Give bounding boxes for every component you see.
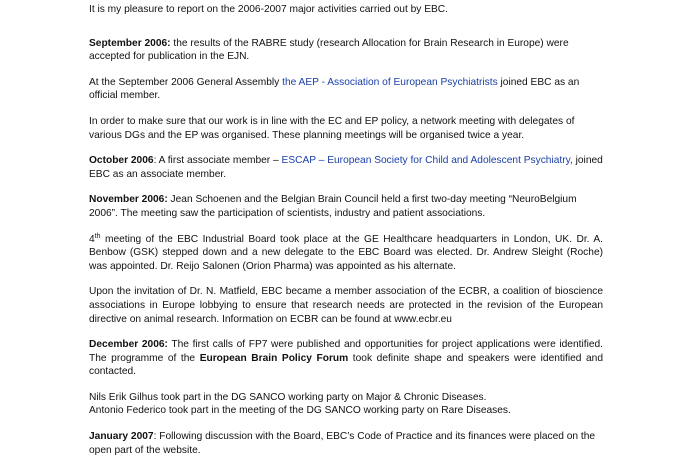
october-heading: October 2006	[89, 155, 154, 167]
december-text-post: took definite shape and speakers were identified and contacted.	[89, 352, 604, 378]
intro-paragraph: It is my pleasure to report on the 2006-2007 major activities carried out by EBC.	[89, 4, 448, 15]
december-text-pre: The first calls of FP7 were published and opportunities for project applications were identified. The programme of the	[89, 339, 603, 364]
november-text: Jean Schoenen and the Belgian Brain Council held a first two-day meeting “NeuroBelgium 2006”. The meeting saw the participation of scientists, industry and patient associations.	[89, 194, 577, 219]
aep-text-post: joined EBC as an official member.	[89, 76, 580, 102]
escap-link[interactable]: ESCAP – European Society for Child and Adolescent Psychiatry,	[281, 155, 573, 167]
october-text-post: joined EBC as an associate member.	[89, 155, 603, 180]
meeting-number: 4	[89, 233, 95, 245]
november-heading: November 2006:	[89, 194, 168, 206]
network-paragraph: In order to make sure that our work is in line with the EC and EP policy, a network meeting with delegates of various DGs and the EP was organised. These planning meetings will be organised twice a year.	[89, 115, 575, 141]
november-paragraph	[89, 193, 603, 220]
aep-paragraph	[89, 76, 603, 103]
september-text: the results of the RABRE study (research Allocation for Brain Research in Europe) were accepted for publication in the EJN.	[89, 37, 569, 63]
federico-line: Antonio Federico took part in the meeting of the DG SANCO working party on Rare Diseases.	[89, 405, 511, 417]
october-paragraph	[89, 154, 603, 181]
meeting-number-suffix: th	[94, 232, 101, 240]
january-heading: January 2007	[89, 431, 154, 443]
report-page	[89, 3, 603, 457]
january-paragraph	[89, 430, 603, 457]
december-heading: December 2006:	[89, 339, 168, 351]
aep-text-pre: At the September 2006 General Assembly	[89, 76, 283, 88]
industrial-board-text: meeting of the EBC Industrial Board took place at the GE Healthcare headquarters in London, UK. Dr. A. Benbow (GSK) stepped down and a new delegate to the EBC Board was elected. Dr. Andrew Sleight (Roche) was appointed. Dr. Reijo Salonen (Orion Pharma) was appointed as his alternate.	[89, 233, 603, 272]
january-text: : Following discussion with the Board, EBC’s Code of Practice and its finances were placed on the open part of the website.	[89, 431, 596, 456]
september-heading: September 2006:	[89, 37, 171, 49]
aep-link[interactable]: the AEP - Association of European Psychiatrists	[282, 76, 498, 88]
december-paragraph	[89, 338, 603, 379]
gilhus-line: Nils Erik Gilhus took part in the DG SANCO working party on Major & Chronic Diseases.	[89, 391, 487, 403]
september-paragraph	[89, 37, 603, 64]
policy-forum-name: European Brain Policy Forum	[199, 352, 349, 364]
industrial-board-paragraph	[89, 233, 603, 274]
october-text-pre: : A first associate member –	[153, 155, 282, 167]
ecbr-paragraph: Upon the invitation of Dr. N. Matfield, EBC became a member association of the ECBR, a coalition of bioscience associations in Europe lobbying to ensure that research needs are protected in the revision of the European directive on animal research. Information on ECBR can be found at www.ecbr.eu	[89, 286, 603, 325]
